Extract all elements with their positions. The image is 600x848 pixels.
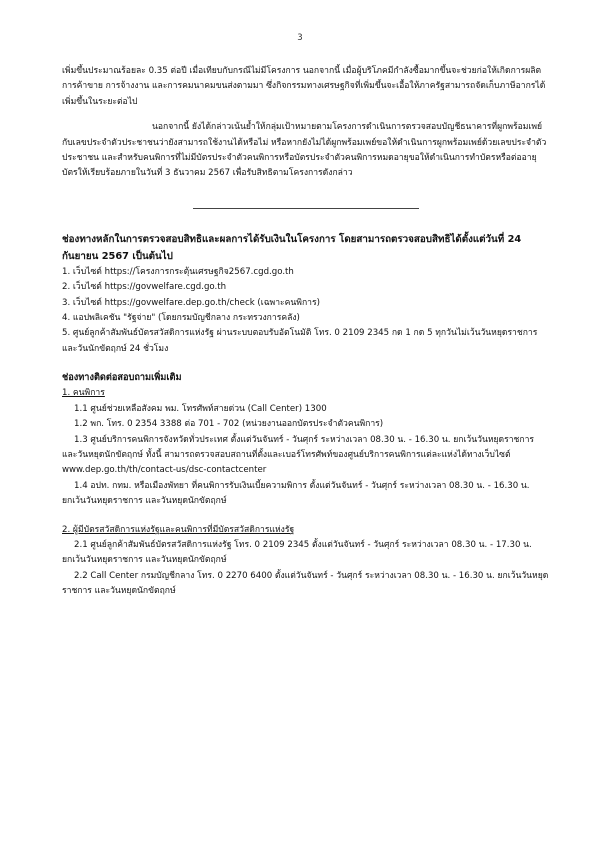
intro-paragraph-1: เพิ่มขึ้นประมาณร้อยละ 0.35 ต่อปี เมื่อเทียบกับกรณีไม่มีโครงการ นอกจากนี้ เมื่อผู้บริโภคมีกำลังซื้อมากขึ้นจะช่วยก่อให้เกิดการผลิต การค้าขาย การจ้างงาน และการคมนาคมขนส่งตามมา ซึ่งกิจกรรมทางเศรษฐกิจที่เพิ่มขึ้นจะเอื้อให้ภาครัฐสามารถจัดเก็บภาษีอากรได้เพิ่มขึ้นในระยะต่อไป xyxy=(62,66,546,107)
channel-item-1: 1. เว็บไซต์ https://โครงการกระตุ้นเศรษฐกิจ2567.cgd.go.th xyxy=(62,266,294,277)
page-number: 3 xyxy=(297,33,303,43)
contacts-section-1-title: 1. คนพิการ xyxy=(62,388,105,399)
contacts-section-2-title: 2. ผู้มีบัตรสวัสดิการแห่งรัฐและคนพิการที่มีบัตรสวัสดิการแห่งรัฐ xyxy=(62,524,295,535)
channel-item-5: 5. ศูนย์ลูกค้าสัมพันธ์บัตรสวัสดิการแห่งรัฐ ผ่านระบบตอบรับอัตโนมัติ โทร. 0 2109 2345 กด 1 กด 5 ทุกวันไม่เว้นวันหยุดราชการและวันนักขัตฤกษ์ 24 ชั่วโมง xyxy=(62,328,538,354)
channel-item-4: 4. แอปพลิเคชัน "รัฐจ่าย" (โดยกรมบัญชีกลาง กระทรวงการคลัง) xyxy=(62,313,300,324)
channels-heading: ช่องทางหลักในการตรวจสอบสิทธิและผลการได้รับเงินในโครงการ โดยสามารถตรวจสอบสิทธิได้ตั้งแต่วันที่ 24 กันยายน 2567 เป็นต้นไป xyxy=(62,233,522,262)
contacts-1-4: 1.4 อปท. กทม. หรือเมืองพัทยา ที่คนพิการรับเงินเบี้ยความพิการ ตั้งแต่วันจันทร์ - วันศุกร์ ระหว่างเวลา 08.30 น. - 16.30 น. ยกเว้นวันหยุดราชการ และวันหยุดนักขัตฤกษ์ xyxy=(62,480,530,507)
contacts-2-1: 2.1 ศูนย์ลูกค้าสัมพันธ์บัตรสวัสดิการแห่งรัฐ โทร. 0 2109 2345 ตั้งแต่วันจันทร์ - วันศุกร์ ระหว่างเวลา 08.30 น. - 17.30 น. ยกเว้นวันหยุดราชการ และวันหยุดนักขัตฤกษ์ xyxy=(62,539,532,566)
document-body xyxy=(62,64,550,600)
contacts-heading: ช่องทางติดต่อสอบถามเพิ่มเติม xyxy=(62,372,182,384)
section-divider xyxy=(193,208,419,209)
contacts-1-2: 1.2 พก. โทร. 0 2354 3388 ต่อ 701 - 702 (หน่วยงานออกบัตรประจำตัวคนพิการ) xyxy=(74,419,384,430)
contacts-1-1: 1.1 ศูนย์ช่วยเหลือสังคม พม. โทรศัพท์สายด่วน (Call Center) 1300 xyxy=(74,403,327,414)
contacts-1-3: 1.3 ศูนย์บริการคนพิการจังหวัดทั่วประเทศ ตั้งแต่วันจันทร์ - วันศุกร์ ระหว่างเวลา 08.30 น. - 16.30 น. ยกเว้นวันหยุดราชการ และวันหยุดนักขัตฤกษ์ ทั้งนี้ สามารถตรวจสอบสถานที่ตั้งและเบอร์โทรศัพท์ของศูนย์บริการคนพิการแต่ละแห่งได้ทางเว็บไซต์ www.dep.go.th/th/contact-us/dsc-contactcenter xyxy=(62,434,535,476)
channel-item-2: 2. เว็บไซต์ https://govwelfare.cgd.go.th xyxy=(62,282,227,293)
intro-paragraph-2: นอกจากนี้ ยังได้กล่าวเน้นย้ำให้กลุ่มเป้าหมายตามโครงการดำเนินการตรวจสอบบัญชีธนาคารที่ผูกพร้อมเพย์กับเลขประจำตัวประชาชนว่ายังสามารถใช้งานได้หรือไม่ หรือหากยังไม่ได้ผูกพร้อมเพย์ขอให้ดำเนินการผูกพร้อมเพย์ด้วยเลขประจำตัวประชาชน และสำหรับคนพิการที่ไม่มีบัตรประจำตัวคนพิการหรือบัตรประจำตัวคนพิการหมดอายุขอให้ดำเนินการทำบัตรหรือต่ออายุบัตรให้เรียบร้อยภายในวันที่ 3 ธันวาคม 2567 เพื่อรับสิทธิตามโครงการดังกล่าว xyxy=(62,122,547,179)
contacts-2-2: 2.2 Call Center กรมบัญชีกลาง โทร. 0 2270 6400 ตั้งแต่วันจันทร์ - วันศุกร์ ระหว่างเวลา 08.30 น. - 16.30 น. ยกเว้นวันหยุดราชการ และวันหยุดนักขัตฤกษ์ xyxy=(62,570,549,597)
channel-item-3: 3. เว็บไซต์ https://govwelfare.dep.go.th/check (เฉพาะคนพิการ) xyxy=(62,297,320,308)
